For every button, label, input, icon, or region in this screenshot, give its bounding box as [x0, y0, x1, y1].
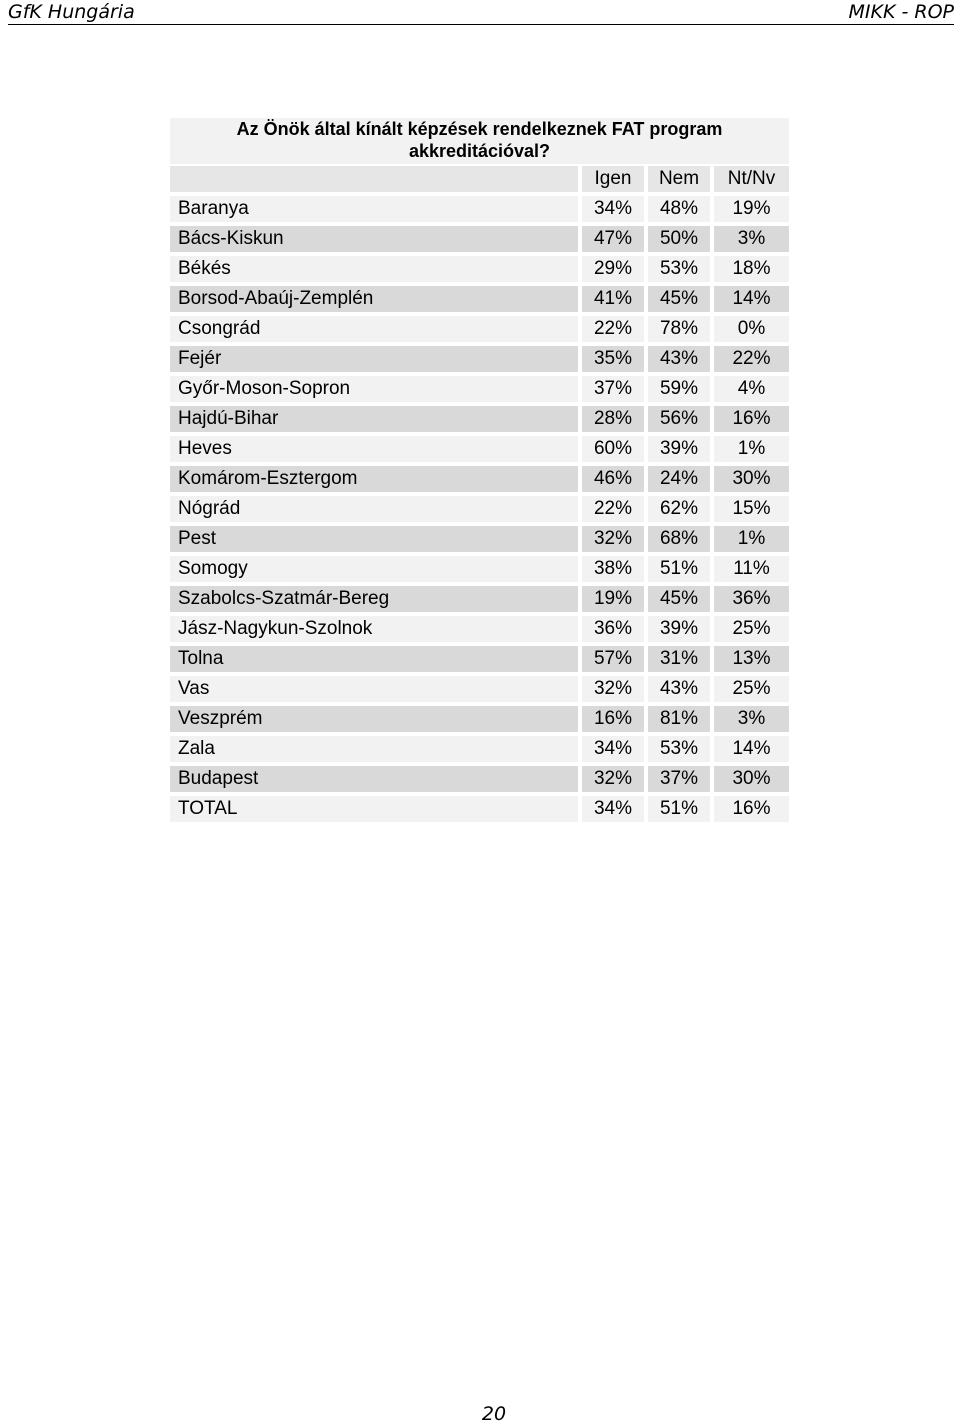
value-igen: 37% — [582, 376, 644, 402]
value-ntnv: 25% — [714, 616, 789, 642]
value-ntnv: 1% — [714, 436, 789, 462]
table-row — [170, 464, 789, 494]
value-nem: 37% — [648, 766, 710, 792]
results-table — [170, 118, 789, 824]
row-label: Békés — [170, 256, 578, 282]
row-label: Baranya — [170, 196, 578, 222]
header-company: GfK Hungária — [8, 1, 135, 23]
value-nem: 50% — [648, 226, 710, 252]
value-ntnv: 1% — [714, 526, 789, 552]
value-igen: 29% — [582, 256, 644, 282]
row-label: Szabolcs-Szatmár-Bereg — [170, 586, 578, 612]
value-nem: 24% — [648, 466, 710, 492]
value-nem: 56% — [648, 406, 710, 432]
table-row — [170, 764, 789, 794]
value-ntnv: 4% — [714, 376, 789, 402]
table-row — [170, 494, 789, 524]
value-nem: 39% — [648, 616, 710, 642]
value-igen: 36% — [582, 616, 644, 642]
row-label: Hajdú-Bihar — [170, 406, 578, 432]
header-blank-cell — [170, 166, 578, 192]
value-nem: 51% — [648, 556, 710, 582]
table-row — [170, 344, 789, 374]
value-igen: 34% — [582, 736, 644, 762]
value-nem: 62% — [648, 496, 710, 522]
row-label: Győr-Moson-Sopron — [170, 376, 578, 402]
table-row — [170, 644, 789, 674]
value-nem: 68% — [648, 526, 710, 552]
value-nem: 43% — [648, 676, 710, 702]
value-igen: 60% — [582, 436, 644, 462]
row-label: TOTAL — [170, 796, 578, 822]
table-row — [170, 284, 789, 314]
value-nem: 45% — [648, 286, 710, 312]
table-row — [170, 314, 789, 344]
value-ntnv: 25% — [714, 676, 789, 702]
value-igen: 32% — [582, 676, 644, 702]
value-ntnv: 14% — [714, 736, 789, 762]
value-ntnv: 30% — [714, 466, 789, 492]
table-header-row — [170, 164, 789, 194]
page-header — [8, 0, 954, 25]
table-row — [170, 224, 789, 254]
row-label: Borsod-Abaúj-Zemplén — [170, 286, 578, 312]
value-ntnv: 14% — [714, 286, 789, 312]
table-row — [170, 434, 789, 464]
value-igen: 16% — [582, 706, 644, 732]
table-row — [170, 524, 789, 554]
value-igen: 41% — [582, 286, 644, 312]
table-title: Az Önök által kínált képzések rendelkeznek FAT program akkreditációval? — [170, 118, 789, 164]
row-label: Heves — [170, 436, 578, 462]
value-igen: 28% — [582, 406, 644, 432]
table-row — [170, 404, 789, 434]
value-igen: 34% — [582, 196, 644, 222]
value-nem: 53% — [648, 256, 710, 282]
table-row — [170, 704, 789, 734]
value-igen: 35% — [582, 346, 644, 372]
value-ntnv: 36% — [714, 586, 789, 612]
value-ntnv: 16% — [714, 796, 789, 822]
value-igen: 22% — [582, 316, 644, 342]
value-ntnv: 16% — [714, 406, 789, 432]
row-label: Fejér — [170, 346, 578, 372]
value-igen: 57% — [582, 646, 644, 672]
row-label: Pest — [170, 526, 578, 552]
value-ntnv: 3% — [714, 706, 789, 732]
value-nem: 45% — [648, 586, 710, 612]
row-label: Veszprém — [170, 706, 578, 732]
header-project: MIKK - ROP — [848, 1, 954, 23]
table-row — [170, 254, 789, 284]
row-label: Csongrád — [170, 316, 578, 342]
row-label: Bács-Kiskun — [170, 226, 578, 252]
value-nem: 78% — [648, 316, 710, 342]
value-igen: 34% — [582, 796, 644, 822]
value-nem: 48% — [648, 196, 710, 222]
value-ntnv: 3% — [714, 226, 789, 252]
value-nem: 51% — [648, 796, 710, 822]
value-igen: 22% — [582, 496, 644, 522]
value-nem: 39% — [648, 436, 710, 462]
value-ntnv: 13% — [714, 646, 789, 672]
row-label: Nógrád — [170, 496, 578, 522]
row-label: Komárom-Esztergom — [170, 466, 578, 492]
value-igen: 38% — [582, 556, 644, 582]
table-row — [170, 674, 789, 704]
value-ntnv: 15% — [714, 496, 789, 522]
table-row — [170, 584, 789, 614]
value-ntnv: 11% — [714, 556, 789, 582]
row-label: Zala — [170, 736, 578, 762]
value-nem: 53% — [648, 736, 710, 762]
row-label: Somogy — [170, 556, 578, 582]
column-header-nem: Nem — [648, 166, 710, 192]
column-header-igen: Igen — [582, 166, 644, 192]
page-number: 20 — [481, 1403, 507, 1425]
table-row — [170, 554, 789, 584]
value-igen: 32% — [582, 526, 644, 552]
row-label: Budapest — [170, 766, 578, 792]
value-nem: 43% — [648, 346, 710, 372]
table-row — [170, 734, 789, 764]
value-igen: 32% — [582, 766, 644, 792]
value-ntnv: 22% — [714, 346, 789, 372]
value-nem: 81% — [648, 706, 710, 732]
value-ntnv: 18% — [714, 256, 789, 282]
value-igen: 47% — [582, 226, 644, 252]
table-row — [170, 194, 789, 224]
value-nem: 31% — [648, 646, 710, 672]
value-ntnv: 19% — [714, 196, 789, 222]
row-label: Vas — [170, 676, 578, 702]
table-row-total — [170, 794, 789, 824]
value-igen: 19% — [582, 586, 644, 612]
table-row — [170, 614, 789, 644]
value-igen: 46% — [582, 466, 644, 492]
column-header-ntnv: Nt/Nv — [714, 166, 789, 192]
table-row — [170, 374, 789, 404]
row-label: Tolna — [170, 646, 578, 672]
row-label: Jász-Nagykun-Szolnok — [170, 616, 578, 642]
value-ntnv: 0% — [714, 316, 789, 342]
value-ntnv: 30% — [714, 766, 789, 792]
value-nem: 59% — [648, 376, 710, 402]
